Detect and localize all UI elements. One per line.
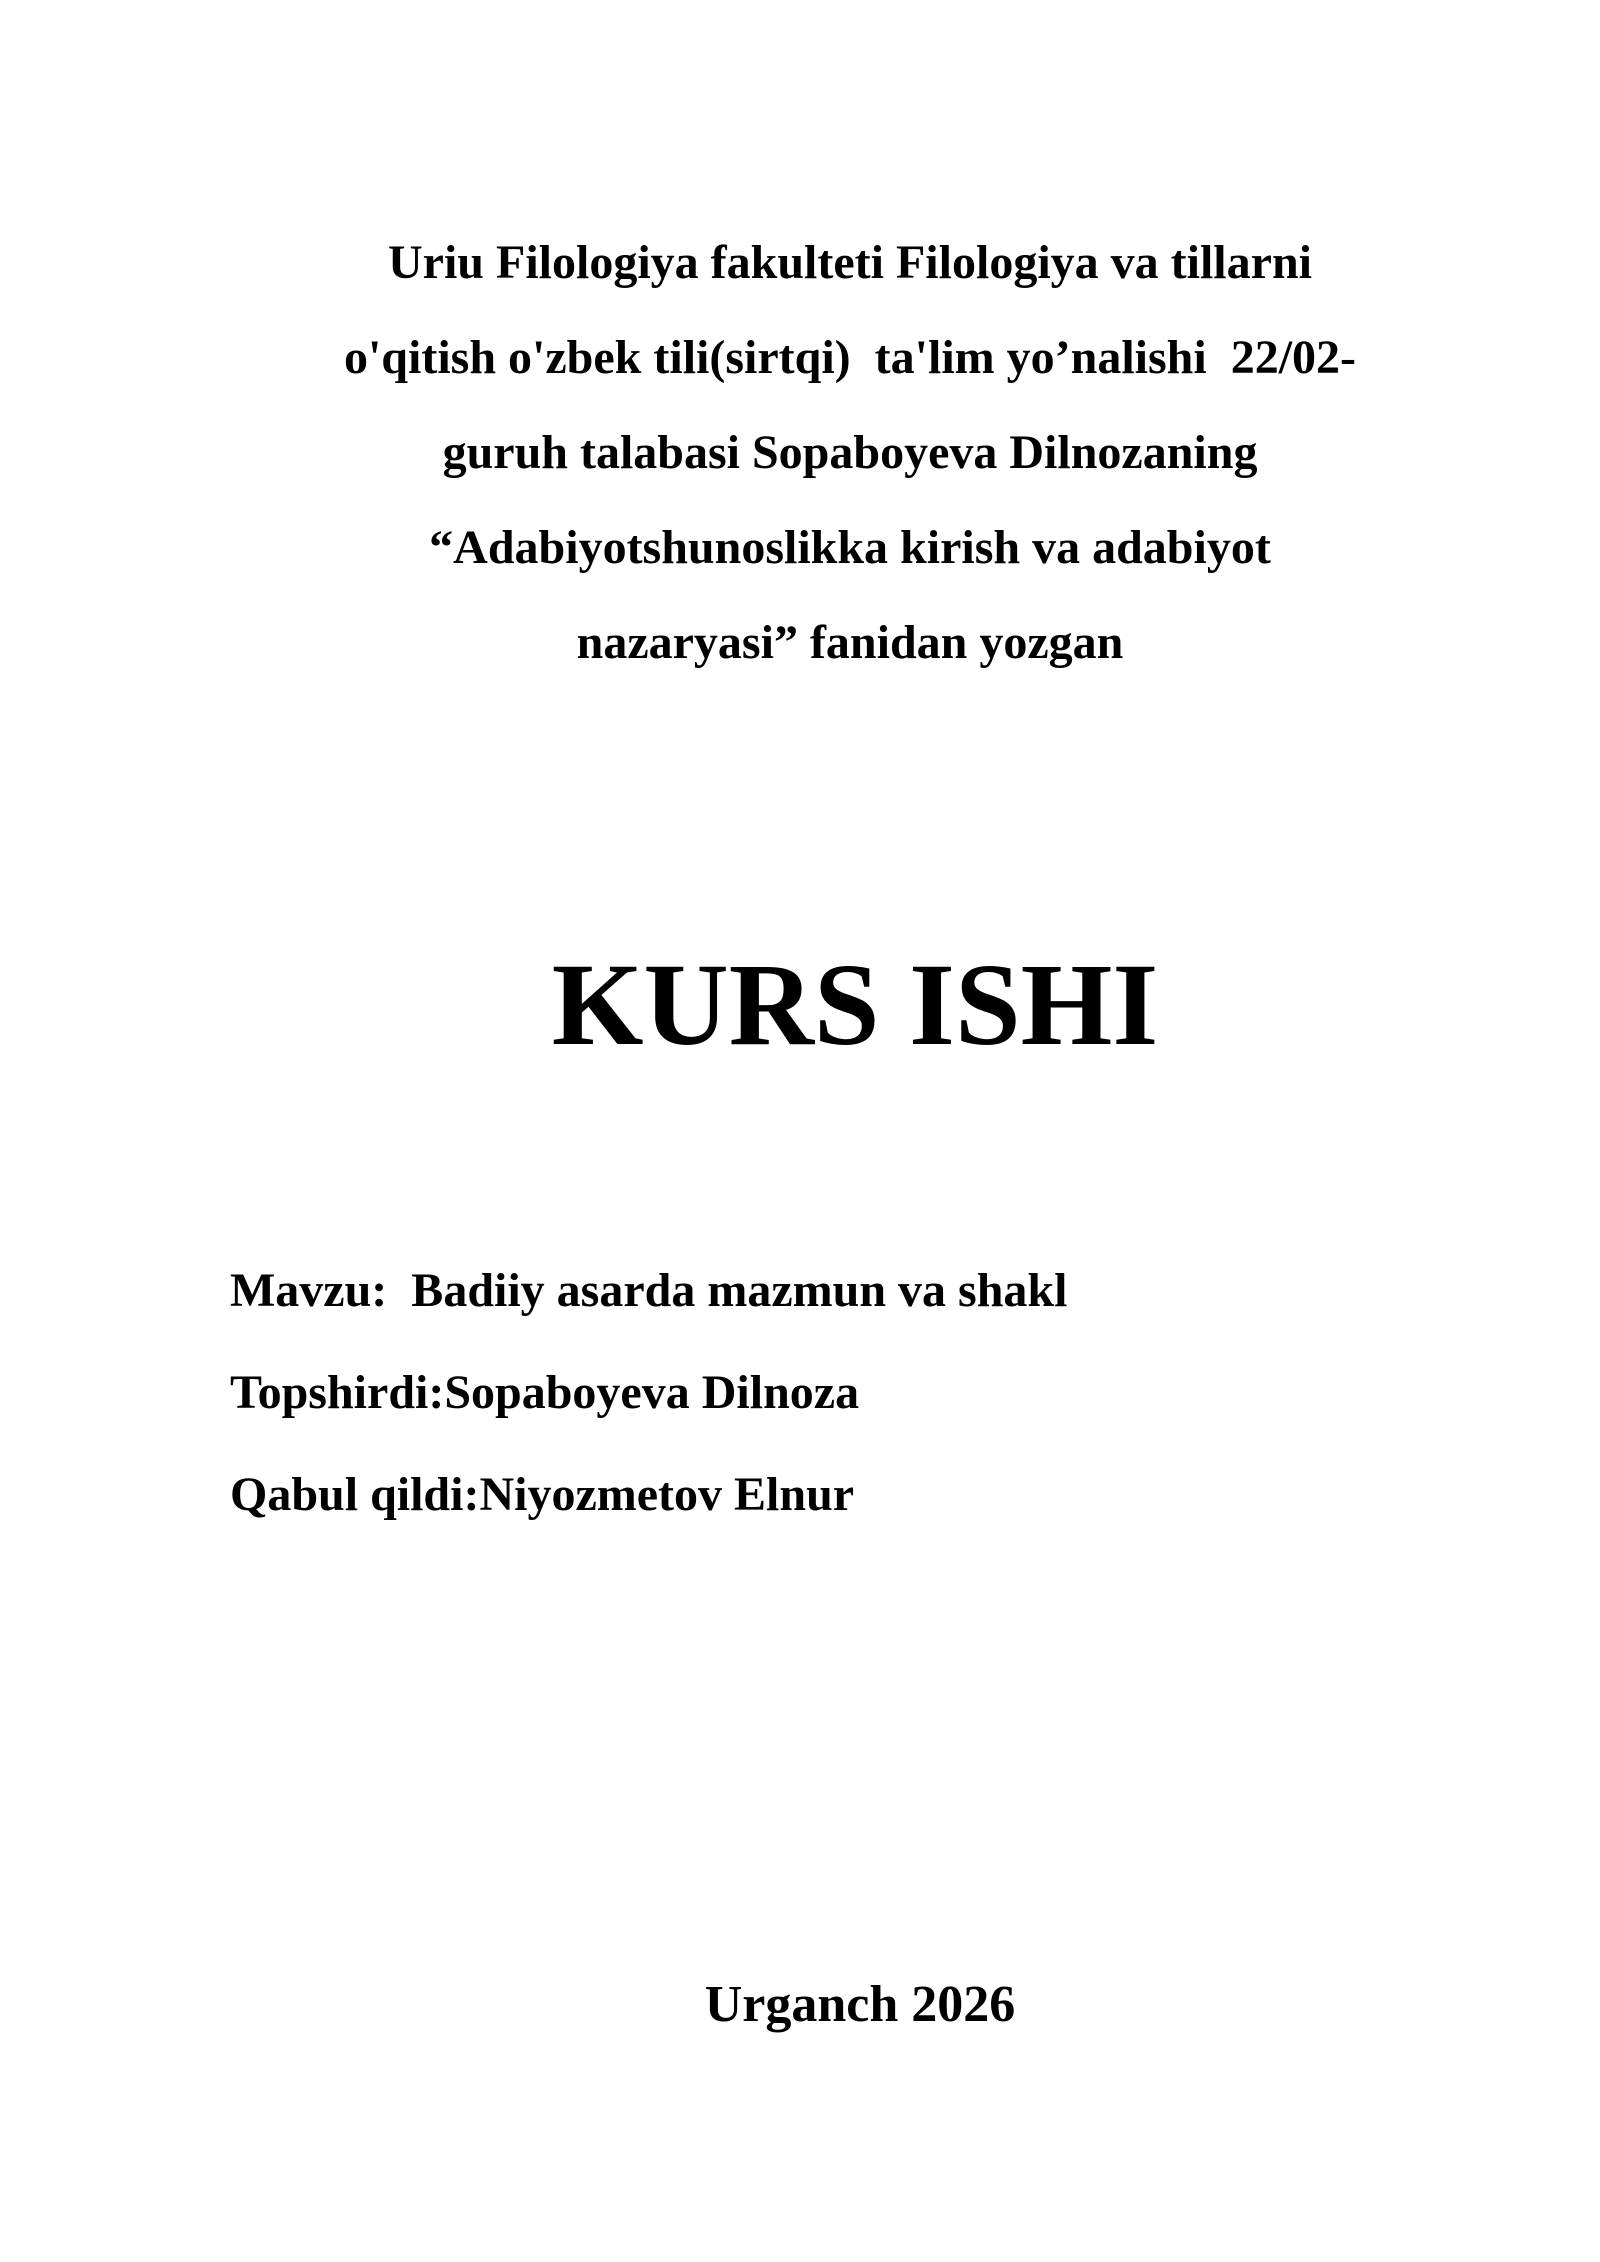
- submitted-by-label: Topshirdi:: [230, 1366, 445, 1419]
- topic-value: Badiiy asarda mazmun va shakl: [387, 1264, 1068, 1317]
- work-details: [230, 1240, 1430, 1546]
- header-line-4: “Adabiyotshunoslikka kirish va adabiyot: [429, 521, 1271, 574]
- header-line-3: guruh talabasi Sopaboyeva Dilnozaning: [442, 426, 1258, 479]
- city-year-footer: Urganch 2026: [704, 1976, 1016, 2033]
- document-title: KURS ISHI: [551, 939, 1159, 1070]
- accepted-by-value: Niyozmetov Elnur: [479, 1468, 855, 1521]
- accepted-by-line: [230, 1444, 1430, 1546]
- submitted-by-line: [230, 1342, 1430, 1444]
- header-line-2: o'qitish o'zbek tili(sirtqi) ta'lim yo’nalishi 22/02-: [343, 331, 1357, 384]
- institution-header: [200, 215, 1500, 690]
- submitted-by-value: Sopaboyeva Dilnoza: [444, 1366, 860, 1419]
- header-line-5: nazaryasi” fanidan yozgan: [576, 616, 1124, 669]
- topic-line: [230, 1240, 1430, 1342]
- topic-label: Mavzu:: [230, 1264, 388, 1317]
- accepted-by-label: Qabul qildi:: [230, 1468, 480, 1521]
- header-line-1: Uriu Filologiya fakulteti Filologiya va tillarni: [388, 236, 1312, 289]
